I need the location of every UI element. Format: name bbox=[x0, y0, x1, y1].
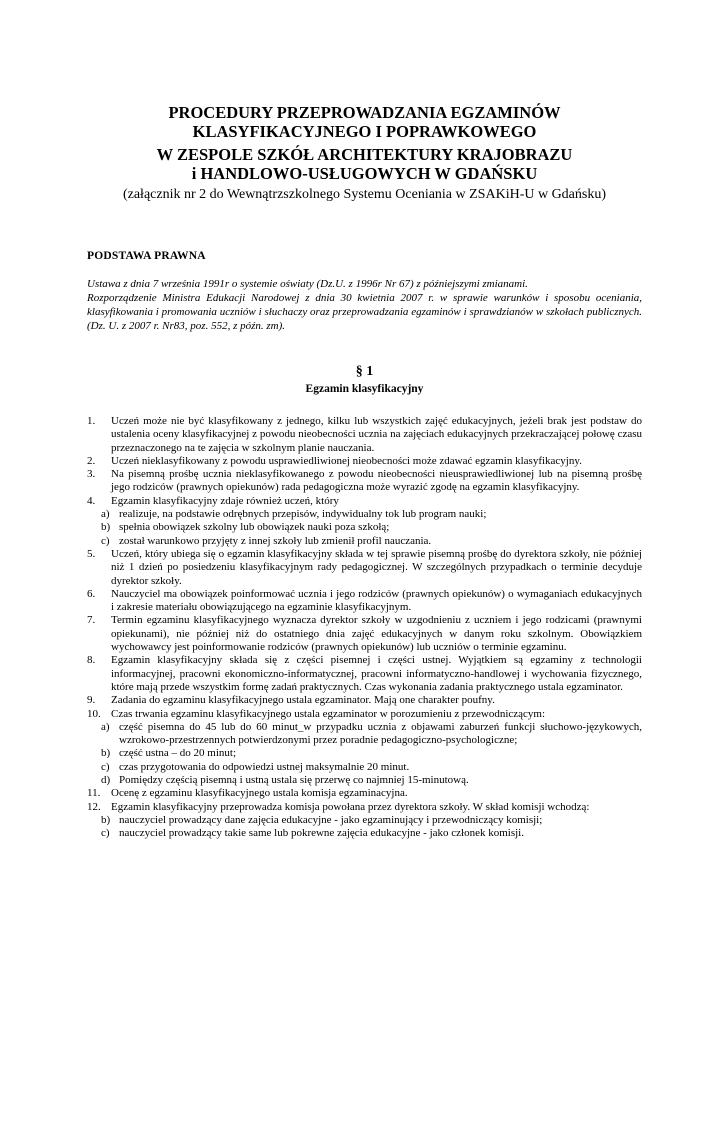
rules-list bbox=[87, 415, 642, 841]
list-item bbox=[87, 654, 642, 694]
list-item bbox=[87, 708, 642, 788]
sub-list-item bbox=[101, 721, 642, 748]
subtitle: (załącznik nr 2 do Wewnątrzszkolnego Systemu Oceniania w ZSAKiH-U w Gdańsku) bbox=[122, 187, 607, 202]
sub-item-text: nauczyciel prowadzący takie same lub pokrewne zajęcia edukacyjne - jako członek komisji. bbox=[119, 827, 524, 840]
title-line-1: PROCEDURY PRZEPROWADZANIA EGZAMINÓW bbox=[168, 103, 561, 122]
item-number: 10. bbox=[87, 707, 101, 720]
sub-list-item bbox=[101, 774, 642, 787]
item-text: Uczeń, który ubiega się o egzamin klasyfikacyjny składa w tej sprawie pisemną prośbę do dyrektora szkoły, nie później niż 1 dzień po posiedzeniu klasyfikacyjnym rady pedagogicznej. W szczególnych przypadkach o terminie decyduje dyrektor szkoły. bbox=[111, 547, 642, 587]
list-item bbox=[87, 495, 642, 548]
item-number: 9. bbox=[87, 694, 96, 707]
sub-item-text: realizuje, na podstawie odrębnych przepisów, indywidualny tok lub program nauki; bbox=[119, 508, 487, 521]
list-item bbox=[87, 415, 642, 455]
section-number: § 1 bbox=[355, 364, 374, 379]
sub-item-letter: b) bbox=[101, 747, 111, 760]
sub-list-item bbox=[101, 521, 642, 534]
list-item bbox=[87, 468, 642, 495]
document-page bbox=[0, 103, 725, 1127]
legal-basis-line-1: Ustawa z dnia 7 września 1991r o systemie oświaty (Dz.U. z 1996r Nr 67) z późniejszymi zmianami. bbox=[87, 278, 528, 290]
item-text: Ocenę z egzaminu klasyfikacyjnego ustala komisja egzaminacyjna. bbox=[111, 787, 408, 800]
sub-item-text: Pomiędzy częścią pisemną i ustną ustala się przerwę co najmniej 15-minutową. bbox=[119, 774, 469, 787]
item-text: Na pisemną prośbę ucznia nieklasyfikowanego z powodu nieobecności nieusprawiedliwionej lub na pisemną prośbę jego rodziców (prawnych opiekunów) rada pedagogiczna może wyrazić zgodę na egzamin klasyfikacyjny. bbox=[111, 468, 642, 494]
sub-item-letter: d) bbox=[101, 774, 111, 787]
sub-list-item bbox=[101, 827, 642, 840]
item-number: 7. bbox=[87, 614, 96, 627]
title-line-4: i HANDLOWO-USŁUGOWYCH W GDAŃSKU bbox=[191, 164, 538, 183]
legal-basis-line-2: Rozporządzenie Ministra Edukacji Narodowej z dnia 30 kwietnia 2007 r. w sprawie warunków i sposobu oceniania, klasyfikowania i promowania uczniów i słuchaczy oraz przeprowadzania egzaminów i sprawdzianów w szkołach publicznych. (Dz. U. z 2007 r. Nr83, poz. 552, z późn. zm). bbox=[87, 292, 642, 332]
item-text: Egzamin klasyfikacyjny przeprowadza komisja powołana przez dyrektora szkoły. W skład komisji wchodzą: bbox=[111, 800, 590, 813]
sub-list-item bbox=[101, 535, 642, 548]
item-text: Egzamin klasyfikacyjny składa się z części pisemnej i części ustnej. Wyjątkiem są egzaminy z technologii informacyjnej, pracowni ekonomiczno-informatycznej, pracowni informatyczno-handlowej i wychowania fizycznego, które mają przede wszystkim formę zadań praktycznych. Czas wykonania zadania praktycznego ustala egzaminator. bbox=[111, 654, 642, 693]
sub-list-item bbox=[101, 508, 642, 521]
sub-item-letter: b) bbox=[101, 521, 111, 534]
list-item bbox=[87, 787, 642, 800]
sub-item-letter: c) bbox=[101, 827, 110, 840]
item-text: Nauczyciel ma obowiązek poinformować ucznia i jego rodziców (prawnych opiekunów) o wymaganiach edukacyjnych i zakresie materiału obowiązującego na egzaminie klasyfikacyjnym. bbox=[111, 587, 642, 614]
sub-item-text: spełnia obowiązek szkolny lub obowiązek nauki poza szkołą; bbox=[119, 521, 390, 534]
title-line-2: KLASYFIKACYJNEGO I POPRAWKOWEGO bbox=[192, 122, 537, 141]
list-item bbox=[87, 455, 642, 468]
item-number: 3. bbox=[87, 468, 96, 481]
item-text: Uczeń nieklasyfikowany z powodu usprawiedliwionej nieobecności może zdawać egzamin klasyfikacyjny. bbox=[111, 454, 582, 467]
sub-item-text: część pisemna do 45 lub do 60 minut_w przypadku ucznia z objawami zaburzeń funkcji słuchowo-językowych, wzrokowo-przestrzennych potwierdzonymi przez poradnie pedagogiczno-psychologiczne; bbox=[119, 720, 642, 747]
sub-item-letter: c) bbox=[101, 534, 110, 547]
item-text: Czas trwania egzaminu klasyfikacyjnego ustala egzaminator w porozumieniu z przewodniczącym: bbox=[111, 707, 546, 720]
item-number: 1. bbox=[87, 415, 96, 427]
item-number: 6. bbox=[87, 587, 96, 600]
list-item bbox=[87, 548, 642, 588]
legal-basis-heading: PODSTAWA PRAWNA bbox=[87, 250, 206, 262]
item-number: 12. bbox=[87, 800, 101, 813]
sub-item-text: czas przygotowania do odpowiedzi ustnej maksymalnie 20 minut. bbox=[119, 760, 410, 773]
sub-item-text: część ustna – do 20 minut; bbox=[119, 747, 237, 760]
item-text: Termin egzaminu klasyfikacyjnego wyznacza dyrektor szkoły w uzgodnieniu z uczniem i jego rodzicami (prawnymi opiekunami), nie później niż do ostatniego dnia zajęć edukacyjnych w danym roku szkolnym. Obowiązkiem wychowawcy jest poinformowanie rodziców (prawnych opiekunów) lub uczniów o terminie egzaminu. bbox=[111, 614, 642, 654]
item-text: Zadania do egzaminu klasyfikacyjnego ustala egzaminator. Mają one charakter poufny. bbox=[111, 694, 495, 707]
sub-item-letter: a) bbox=[101, 720, 110, 733]
item-number: 4. bbox=[87, 494, 96, 507]
list-item bbox=[87, 801, 642, 841]
sub-list bbox=[101, 508, 642, 548]
item-text: Uczeń może nie być klasyfikowany z jednego, kilku lub wszystkich zajęć edukacyjnych, jeżeli brak jest podstaw do ustalenia oceny klasyfikacyjnej z powodu nieobecności ucznia na zajęciach edukacyjnych przekraczającej połowę czasu przeznaczonego na te zajęcia w szkolnym planie nauczania. bbox=[111, 415, 642, 454]
item-number: 5. bbox=[87, 547, 96, 560]
legal-basis bbox=[87, 277, 642, 333]
sub-list-item bbox=[101, 761, 642, 774]
sub-item-letter: b) bbox=[101, 813, 111, 826]
sub-list bbox=[101, 720, 642, 787]
sub-item-text: nauczyciel prowadzący dane zajęcia edukacyjne - jako egzaminujący i przewodniczący komisji; bbox=[119, 813, 543, 826]
item-number: 11. bbox=[87, 787, 101, 800]
sub-list-item bbox=[101, 814, 642, 827]
list-item bbox=[87, 588, 642, 615]
item-number: 2. bbox=[87, 454, 96, 467]
sub-item-letter: c) bbox=[101, 760, 110, 773]
item-text: Egzamin klasyfikacyjny zdaje również uczeń, który bbox=[111, 494, 339, 507]
sub-item-letter: a) bbox=[101, 508, 110, 521]
sub-item-text: został warunkowo przyjęty z innej szkoły lub zmienił profil nauczania. bbox=[119, 534, 432, 547]
sub-list-item bbox=[101, 747, 642, 760]
item-number: 8. bbox=[87, 654, 96, 667]
section-title: Egzamin klasyfikacyjny bbox=[305, 383, 424, 395]
list-item bbox=[87, 694, 642, 707]
list-item bbox=[87, 614, 642, 654]
title-line-3: W ZESPOLE SZKÓŁ ARCHITEKTURY KRAJOBRAZU bbox=[156, 145, 573, 164]
sub-list bbox=[101, 813, 642, 841]
